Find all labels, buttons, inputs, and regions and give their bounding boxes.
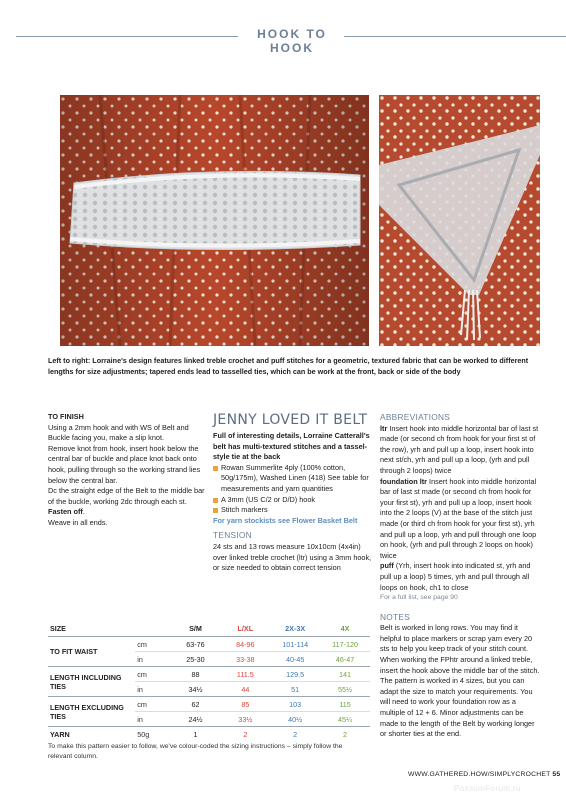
foundation-term: foundation ltr bbox=[380, 476, 428, 486]
row-label: LENGTH INCLUDING TIES bbox=[48, 667, 135, 697]
finish-line bbox=[48, 486, 206, 507]
table-cell: 117-120 bbox=[320, 637, 370, 652]
puff-term: puff bbox=[380, 561, 394, 571]
table-cell: 44 bbox=[220, 682, 270, 697]
tension-heading: TENSION bbox=[213, 530, 252, 541]
finish-line: Remove knot from hook, insert hook below the central bar of buckle and place knot back onto hook, pulling through so the working strand lies below the central bar. bbox=[48, 443, 201, 485]
size-table-header bbox=[48, 620, 370, 637]
table-cell: 88 bbox=[171, 667, 221, 682]
size-col-header: L/XL bbox=[220, 620, 270, 637]
row-label: TO FIT WAIST bbox=[48, 637, 135, 667]
footer bbox=[408, 771, 560, 778]
tassel-detail-photo bbox=[379, 95, 540, 346]
row-unit: cm bbox=[135, 667, 170, 682]
table-cell: 33½ bbox=[220, 712, 270, 727]
table-cell: 2 bbox=[220, 727, 270, 742]
row-unit: cm bbox=[135, 697, 170, 712]
row-unit: cm bbox=[135, 637, 170, 652]
header-rule-right bbox=[344, 36, 566, 37]
table-cell: 34½ bbox=[171, 682, 221, 697]
foundation-text: Insert hook into middle horizontal bar of last st made (or second ch from hook for your first st), yrh and pull up a loop, insert hook into the 2 loops (V) at the base of the stitch just made (or third ch from hook for your first st), yrh and pull up a loop, yrh and pull through one loop on hook, (yrh and pull through 2 loops on hook) twice bbox=[380, 476, 537, 560]
materials-item: Rowan Summerlite 4ply (100% cotton, 50g/175m), Washed Linen (418) See table for measurements and yarn quantities bbox=[213, 463, 373, 495]
size-col-header: 4X bbox=[320, 620, 370, 637]
table-cell: 46-47 bbox=[320, 652, 370, 667]
page-number: 55 bbox=[552, 771, 561, 778]
puff-definition bbox=[380, 561, 540, 593]
unit-header bbox=[135, 620, 170, 637]
ltr-term: ltr bbox=[380, 423, 388, 433]
table-cell: 40½ bbox=[270, 712, 320, 727]
row-label: LENGTH EXCLUDING TIES bbox=[48, 697, 135, 727]
finish-heading: TO FINISH bbox=[48, 412, 84, 421]
table-cell: 101-114 bbox=[270, 637, 320, 652]
table-cell: 141 bbox=[320, 667, 370, 682]
table-cell: 62 bbox=[171, 697, 221, 712]
table-cell: 2 bbox=[270, 727, 320, 742]
row-label: YARN bbox=[48, 727, 135, 742]
abbreviations-heading: ABBREVIATIONS bbox=[380, 412, 451, 422]
row-unit: in bbox=[135, 682, 170, 697]
puff-text: (Yrh, insert hook into indicated st, yrh and pull up a loop) 5 times, yrh and pull through all loops on hook, ch1 to close bbox=[380, 561, 531, 592]
table-row bbox=[48, 667, 370, 682]
row-unit: 50g bbox=[135, 727, 170, 742]
row-unit: in bbox=[135, 652, 170, 667]
row-unit: in bbox=[135, 712, 170, 727]
notes-text: Belt is worked in long rows. You may find it helpful to place markers or scrap yarn every 20 sts to help you keep track of your stitch count. When working the FPhtr around a linked treble, insert the hook above the middle bar of the stitch. The pattern is worked in 4 sizes, but you can adapt the size to match your requirements. You will need to work your foundation row as a multiple of 12 + 6. Minor adjustments can be made to the length of the Belt by working longer or shorter ties at the end. bbox=[380, 623, 540, 739]
photo-caption: Left to right: Lorraine's design features linked treble crochet and puff stitches for a geometric, textured fabric that can be worked to different lengths for size adjustments; tapered ends lead to tasselled ties, which can be work at the front, back or side of the body bbox=[48, 356, 529, 376]
materials-list bbox=[213, 463, 373, 516]
watermark: PassionForum.ru bbox=[454, 784, 521, 793]
table-cell: 103 bbox=[270, 697, 320, 712]
fasten-off-line: Fasten off. bbox=[48, 507, 85, 517]
table-cell: 25-30 bbox=[171, 652, 221, 667]
table-cell: 111.5 bbox=[220, 667, 270, 682]
fasten-off-text: Fasten off bbox=[48, 507, 83, 517]
table-cell: 1 bbox=[171, 727, 221, 742]
header-rule-left bbox=[16, 36, 238, 37]
ltr-text: Insert hook into middle horizontal bar of last st made (or second ch from hook for your first st of the row), yrh and pull up a loop, insert hook into next st/ch, yrh and pull up a loop, (yrh and pull through 2 loops) twice bbox=[380, 423, 539, 475]
table-row bbox=[48, 727, 370, 742]
table-cell: 33-38 bbox=[220, 652, 270, 667]
materials-item: Stitch markers bbox=[213, 505, 373, 516]
table-cell: 129.5 bbox=[270, 667, 320, 682]
finish-column bbox=[48, 412, 206, 529]
tension-text: 24 sts and 13 rows measure 10x10cm (4x4in) over linked treble crochet (ltr) using a 3mm hook, or size needed to obtain correct tension bbox=[213, 541, 372, 573]
table-cell: 55½ bbox=[320, 682, 370, 697]
full-list-link[interactable]: For a full list, see page 90 bbox=[380, 594, 458, 602]
table-cell: 51 bbox=[270, 682, 320, 697]
size-header-label: SIZE bbox=[48, 620, 135, 637]
pattern-intro: Full of interesting details, Lorraine Catterall's belt has multi-textured stitches and a tassel-style tie at the back bbox=[213, 431, 370, 462]
section-title: HOOK TO HOOK bbox=[257, 27, 327, 55]
table-cell: 40-45 bbox=[270, 652, 320, 667]
stockists-link[interactable]: For yarn stockists see Flower Basket Belt bbox=[213, 515, 358, 525]
table-cell: 63-76 bbox=[171, 637, 221, 652]
table-cell: 85 bbox=[220, 697, 270, 712]
table-row bbox=[48, 697, 370, 712]
foundation-definition bbox=[380, 477, 540, 562]
abbreviations-column bbox=[380, 412, 540, 740]
finish-line: Using a 2mm hook and with WS of Belt and Buckle facing you, make a slip knot. bbox=[48, 422, 189, 443]
table-cell: 45¼ bbox=[320, 712, 370, 727]
table-cell: 2 bbox=[320, 727, 370, 742]
pattern-column bbox=[213, 412, 373, 574]
table-row bbox=[48, 637, 370, 652]
belt-front-photo bbox=[60, 95, 369, 346]
footer-url[interactable]: WWW.GATHERED.HOW/SIMPLYCROCHET bbox=[408, 771, 551, 778]
table-cell: 24½ bbox=[171, 712, 221, 727]
notes-heading: NOTES bbox=[380, 611, 411, 622]
finish-line-text: Dc the straight edge of the Belt to the middle bar of the buckle, working 2dc through each st. bbox=[48, 486, 205, 506]
size-col-header: S/M bbox=[171, 620, 221, 637]
ltr-definition bbox=[380, 424, 540, 477]
materials-item: A 3mm (US C/2 or D/D) hook bbox=[213, 495, 373, 506]
weave-line: Weave in all ends. bbox=[48, 517, 108, 527]
table-footnote: To make this pattern easier to follow, we've colour-coded the sizing instructions – simply follow the relevant column. bbox=[48, 743, 343, 760]
pattern-title: JENNY LOVED IT BELT bbox=[213, 412, 368, 428]
table-cell: 84-96 bbox=[220, 637, 270, 652]
table-cell: 115 bbox=[320, 697, 370, 712]
size-col-header: 2X-3X bbox=[270, 620, 320, 637]
size-table bbox=[48, 620, 370, 741]
